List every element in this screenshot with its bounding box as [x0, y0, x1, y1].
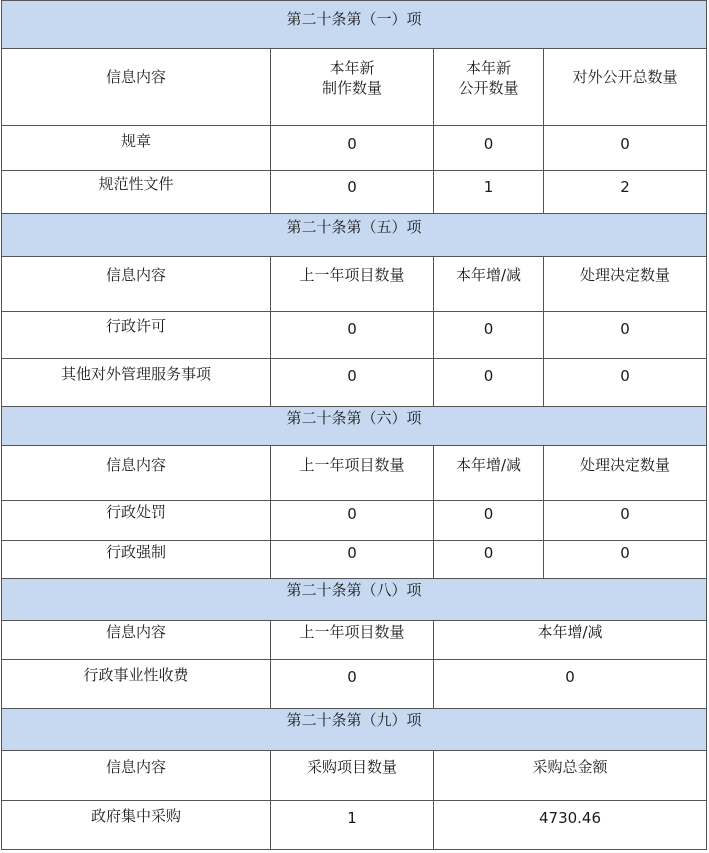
section-title: 第二十条第（六）项: [286, 409, 422, 427]
column-header: 上一年项目数量: [299, 266, 405, 284]
cell-value: 0: [483, 135, 494, 153]
cell-value: 2: [620, 178, 630, 196]
row-label: 规章: [120, 132, 151, 150]
cell-value: 0: [347, 544, 357, 562]
row-label: 政府集中采购: [90, 807, 181, 825]
cell-value: 4730.46: [538, 809, 602, 827]
section-title: 第二十条第（九）项: [286, 711, 422, 729]
column-header: 信息内容: [105, 456, 166, 474]
column-header: 本年增/减: [537, 623, 603, 641]
header-row: [2, 751, 707, 801]
cell-value: 0: [565, 668, 575, 686]
column-header: 信息内容: [105, 758, 166, 776]
column-header: 采购总金额: [532, 758, 608, 776]
row-label: 其他对外管理服务事项: [60, 365, 211, 383]
cell-value: 0: [620, 367, 630, 385]
header-row: [2, 446, 707, 501]
row-label: 行政处罚: [105, 503, 166, 521]
column-header: 本年增/减: [455, 456, 522, 474]
table-row: [2, 501, 707, 541]
table-row: [2, 312, 707, 359]
cell-value: 0: [620, 544, 630, 562]
column-header: 上一年项目数量: [299, 456, 405, 474]
section-title: 第二十条第（五）项: [286, 218, 422, 236]
row-label: 行政强制: [105, 543, 166, 561]
cell-value: 0: [483, 544, 494, 562]
disclosure-table: [1, 0, 707, 850]
column-header: 上一年项目数量: [299, 623, 405, 641]
cell-value: 0: [347, 668, 357, 686]
section-title-row: [2, 407, 707, 446]
row-label: 规范性文件: [98, 175, 174, 193]
header-row: [2, 257, 707, 312]
column-header: 信息内容: [105, 623, 166, 641]
table-row: [2, 541, 707, 579]
column-header: 采购项目数量: [306, 758, 397, 776]
section-title-row: [2, 709, 707, 751]
header-row: [2, 621, 707, 660]
cell-value: 0: [620, 135, 630, 153]
cell-value: 0: [347, 505, 357, 523]
cell-value: 0: [483, 505, 494, 523]
column-header: 处理决定数量: [580, 266, 671, 284]
column-header: 本年新 制作数量: [321, 59, 382, 97]
cell-value: 0: [620, 320, 630, 338]
section-title-row: [2, 214, 707, 257]
column-header: 本年新 公开数量: [458, 59, 519, 97]
cell-value: 0: [347, 135, 357, 153]
column-header: 本年增/减: [455, 266, 522, 284]
table-row: [2, 359, 707, 407]
table-row: [2, 660, 707, 709]
cell-value: 0: [347, 367, 357, 385]
section-title: 第二十条第（一）项: [286, 10, 422, 28]
section-title: 第二十条第（八）项: [286, 581, 422, 599]
cell-value: 0: [620, 505, 630, 523]
table-row: [2, 171, 707, 214]
cell-value: 0: [347, 320, 357, 338]
cell-value: 1: [483, 178, 494, 196]
cell-value: 0: [483, 367, 494, 385]
section-title-row: [2, 1, 707, 49]
table-row: [2, 126, 707, 171]
cell-value: 0: [483, 320, 494, 338]
header-row: [2, 49, 707, 126]
column-header: 对外公开总数量: [572, 68, 678, 86]
table-row: [2, 801, 707, 850]
column-header: 处理决定数量: [580, 456, 671, 474]
cell-value: 0: [347, 178, 357, 196]
section-title-row: [2, 579, 707, 621]
row-label: 行政事业性收费: [83, 666, 189, 684]
column-header: 信息内容: [105, 266, 166, 284]
column-header: 信息内容: [105, 68, 166, 86]
row-label: 行政许可: [105, 317, 166, 335]
cell-value: 1: [347, 809, 357, 827]
